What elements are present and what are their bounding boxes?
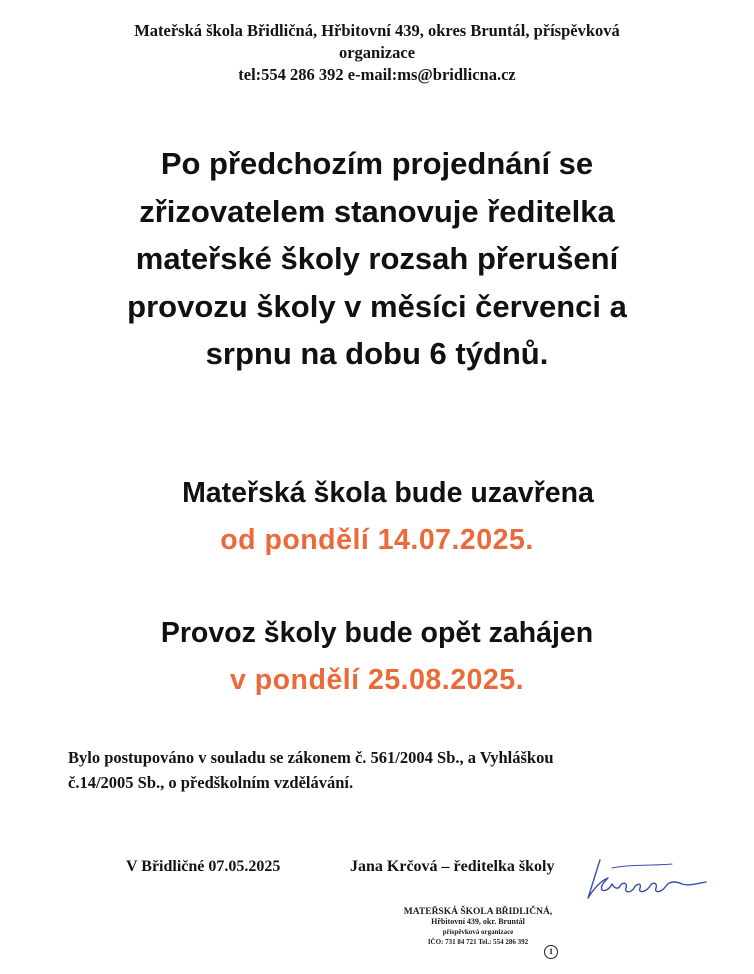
header-organization: organizace	[338, 43, 416, 62]
announcement	[40, 140, 714, 378]
announcement-line: zřizovatelem stanovuje ředitelka	[139, 193, 615, 229]
reopening-label: Provoz školy bude opět zahájen	[160, 617, 594, 649]
closure-notice	[40, 470, 714, 563]
school-stamp	[388, 907, 568, 947]
legal-line: Bylo postupováno v souladu se zákonem č. 561/2004 Sb., a Vyhláškou	[68, 748, 554, 767]
announcement-line: Po předchozím projednání se	[160, 146, 594, 181]
closure-date: od pondělí 14.07.2025.	[220, 524, 534, 556]
header-contact: tel:554 286 392 e-mail:ms@bridlicna.cz	[238, 65, 516, 84]
closure-label: Mateřská škola bude uzavřena	[182, 477, 594, 509]
legal-line: č.14/2005 Sb., o předškolním vzdělávání.	[68, 773, 354, 792]
handwritten-signature	[582, 852, 712, 912]
signatory: Jana Krčová – ředitelka školy	[350, 858, 555, 875]
stamp-line: MATEŘSKÁ ŠKOLA BŘIDLIČNÁ,	[403, 907, 553, 917]
stamp-line: Hřbitovní 439, okr. Bruntál	[431, 917, 525, 926]
stamp-number: 1	[544, 945, 558, 959]
stamp-line: příspěvková organizace	[442, 928, 514, 936]
reopening-notice	[40, 610, 714, 703]
stamp-line: IČO: 731 84 721 Tel.: 554 286 392	[427, 938, 529, 946]
legal-note	[68, 745, 708, 795]
place-and-date: V Břidličné 07.05.2025	[126, 858, 281, 875]
announcement-line: srpnu na dobu 6 týdnů.	[205, 336, 549, 371]
school-header	[40, 20, 714, 86]
reopening-date: v pondělí 25.08.2025.	[229, 664, 525, 696]
header-school-name: Mateřská škola Břidličná, Hřbitovní 439, okres Bruntál, příspěvková	[134, 21, 620, 40]
announcement-line: provozu školy v měsíci červenci a	[127, 288, 627, 324]
announcement-line: mateřské školy rozsah přerušení	[135, 241, 619, 276]
